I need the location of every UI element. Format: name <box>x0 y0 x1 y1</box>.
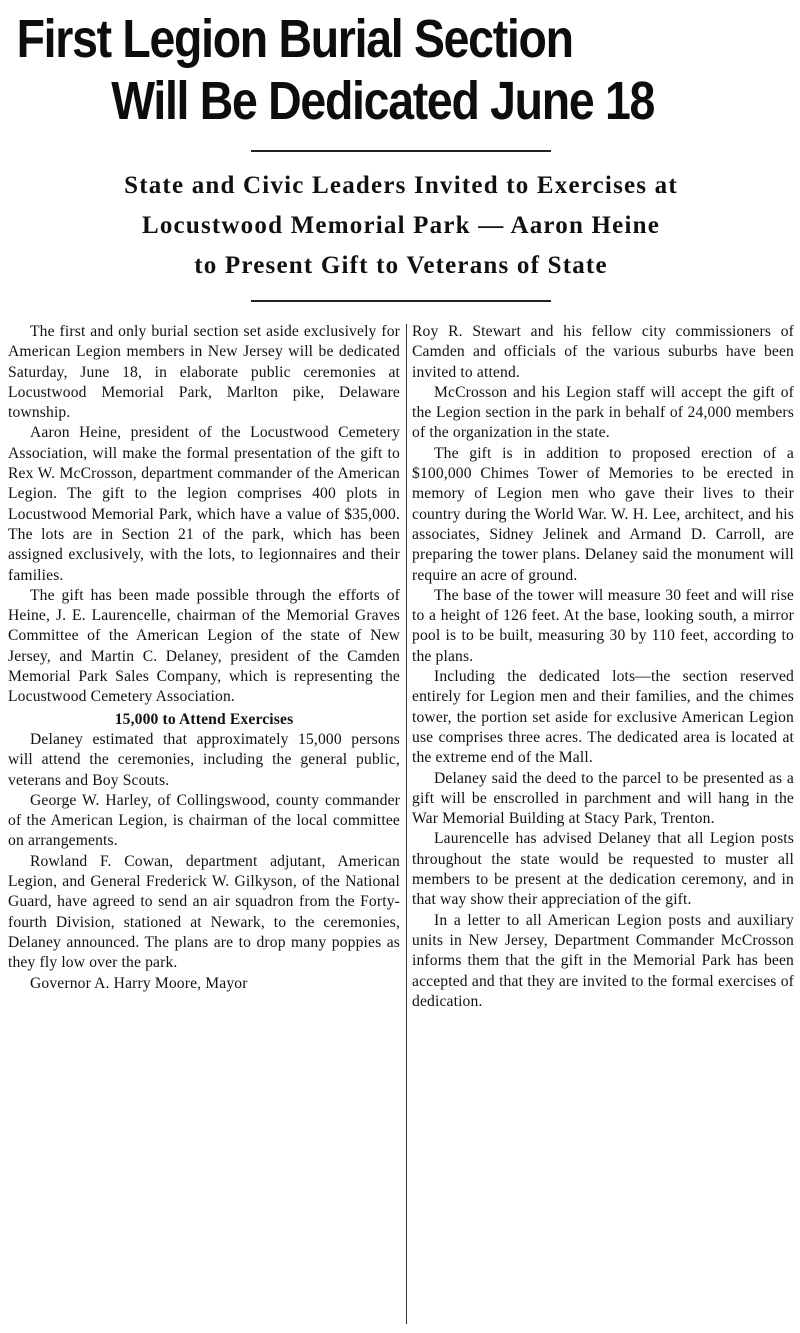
paragraph: George W. Harley, of Collingswood, county commander of the American Legion, is chairman of the local committee on arrangements. <box>8 791 400 850</box>
deck-line-1: State and Civic Leaders Invited to Exercises at <box>124 172 678 199</box>
headline-divider <box>251 150 551 152</box>
column-divider <box>406 324 407 1324</box>
paragraph: The gift is in addition to proposed erection of a $100,000 Chimes Tower of Memories to be erected in memory of Legion men who gave their lives to their country during the World War. W. H. Lee, architect, and his associates, Sidney Jelinek and Armand D. Carroll, are preparing the tower plans. Delaney said the monument will require an acre of ground. <box>412 444 794 584</box>
subheadline-deck <box>8 166 794 286</box>
paragraph: Delaney said the deed to the parcel to be presented as a gift will be enscrolled in parchment and will hang in the War Memorial Building at Stacy Park, Trenton. <box>412 769 794 828</box>
paragraph: Roy R. Stewart and his fellow city commissioners of Camden and officials of the various suburbs have been invited to attend. <box>412 323 794 381</box>
section-subhead: 15,000 to Attend Exercises <box>114 710 294 728</box>
headline-line-1: First Legion Burial Section <box>16 9 573 69</box>
paragraph: In a letter to all American Legion posts and auxiliary units in New Jersey, Department Commander McCrosson informs them that the gift in the Memorial Park has been accepted and that they are invited to the formal exercises of dedication. <box>412 911 794 1010</box>
article-column-left <box>8 322 400 994</box>
paragraph: The first and only burial section set aside exclusively for American Legion members in New Jersey will be dedicated Saturday, June 18, in elaborate public ceremonies at Locustwood Memorial Park, Marlton pike, Delaware township. <box>8 323 400 422</box>
paragraph: The base of the tower will measure 30 feet and will rise to a height of 126 feet. At the base, looking south, a mirror pool is to be built, measuring 30 by 110 feet, according to the plans. <box>412 586 794 665</box>
article-body <box>8 322 794 1330</box>
paragraph: The gift has been made possible through the efforts of Heine, J. E. Laurencelle, chairman of the Memorial Graves Committee of the American Legion of the state of New Jersey, and Martin C. Delaney, president of the Camden Memorial Park Sales Company, which is representing the Locustwood Cemetery Association. <box>8 586 400 706</box>
paragraph: Rowland F. Cowan, department adjutant, American Legion, and General Frederick W. Gilkyson, of the National Guard, have agreed to send an air squadron from the Forty-fourth Division, stationed at Newark, to the ceremonies, Delaney announced. The plans are to drop many poppies as they fly low over the park. <box>8 852 400 972</box>
paragraph: Governor A. Harry Moore, Mayor <box>30 974 248 992</box>
paragraph: Laurencelle has advised Delaney that all Legion posts throughout the state would be requested to muster all members to be present at the dedication ceremony, and in that way show their appreciation of the gift. <box>412 830 794 909</box>
paragraph: Delaney estimated that approximately 15,000 persons will attend the ceremonies, including the general public, veterans and Boy Scouts. <box>8 730 400 789</box>
deck-divider <box>251 300 551 302</box>
headline <box>8 0 684 132</box>
deck-line-3: to Present Gift to Veterans of State <box>194 252 608 279</box>
deck-line-2: Locustwood Memorial Park — Aaron Heine <box>141 212 661 239</box>
paragraph: Including the dedicated lots—the section reserved entirely for Legion men and their families, and the chimes tower, the portion set aside for exclusive American Legion use comprises three acres. The dedicated area is located at the extreme end of the Mall. <box>412 668 794 767</box>
article-column-right <box>412 322 794 1012</box>
paragraph: McCrosson and his Legion staff will accept the gift of the Legion section in the park in behalf of 24,000 members of the organization in the state. <box>412 383 794 442</box>
paragraph: Aaron Heine, president of the Locustwood Cemetery Association, will make the formal presentation of the gift to Rex W. McCrosson, department commander of the American Legion. The gift to the legion comprises 400 plots in Locustwood Memorial Park, which have a value of $35,000. The lots are in Section 21 of the park, which has been assigned exclusively, with the lots, to legionnaires and their families. <box>8 424 400 584</box>
headline-line-2: Will Be Dedicated June 18 <box>111 71 655 131</box>
